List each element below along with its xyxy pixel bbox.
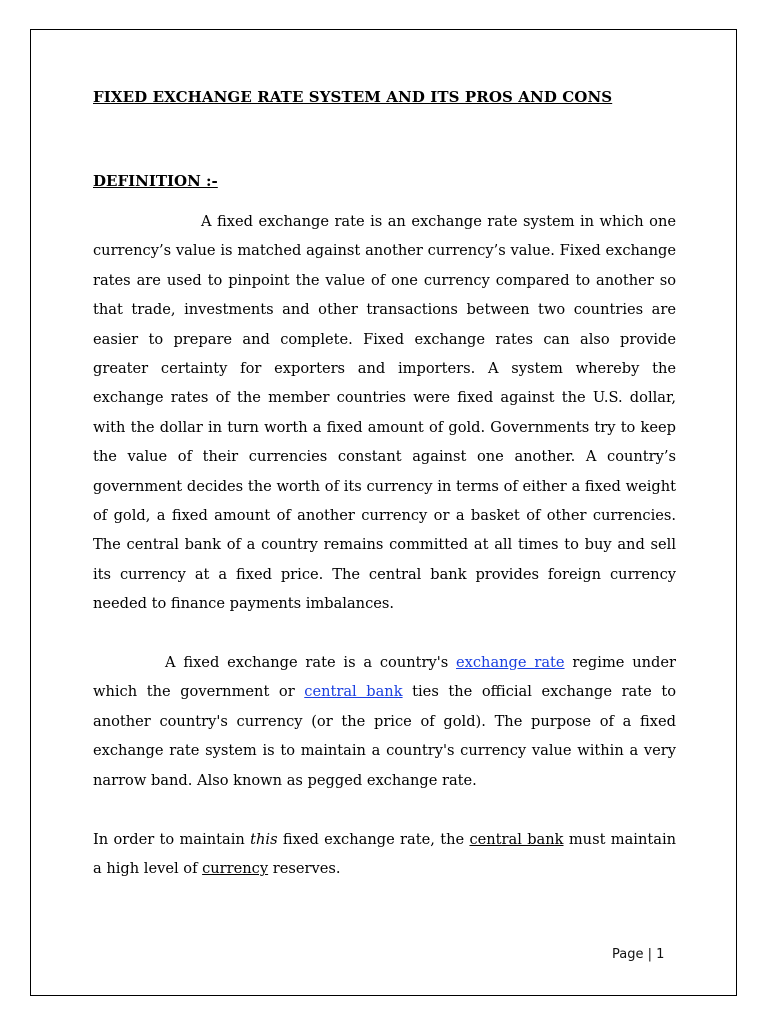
paragraph-definition (93, 207, 676, 619)
currency-underlined: currency (202, 860, 269, 878)
exchange-rate-link[interactable]: exchange rate (456, 654, 565, 671)
para3-text-4: reserves. (268, 860, 341, 878)
document-title: FIXED EXCHANGE RATE SYSTEM AND ITS PROS AND CONS (93, 88, 613, 106)
paragraph-reserves (93, 825, 676, 884)
para2-text-2: regime under which the government or (93, 654, 676, 701)
page-number: Page | 1 (612, 947, 665, 962)
para3-text-1: In order to maintain (93, 831, 251, 848)
paragraph-fixed-rate (93, 648, 676, 795)
para2-text-1: A fixed exchange rate is a country's (165, 654, 457, 671)
paragraph-definition-text: A fixed exchange rate is an exchange rate system in which one currency’s value is matched against another currency’s value. Fixed exchange rates are used to pinpoint the value of one currency compared to another so that trade, investments and other transactions between two countries are easier to prepare and complete. Fixed exchange rates can also provide greater certainty for exporters and importers. A system whereby the exchange rates of the member countries were fixed against the U.S. dollar, with the dollar in turn worth a fixed amount of gold. Governments try to keep the value of their currencies constant against one another. A country’s government decides the worth of its currency in terms of either a fixed weight of gold, a fixed amount of another currency or a basket of other currencies. The central bank of a country remains committed at all times to buy and sell its currency at a fixed price. The central bank provides foreign currency needed to finance payments imbalances. (93, 213, 676, 613)
definition-heading: DEFINITION :- (93, 172, 218, 190)
central-bank-underlined: central bank (469, 831, 564, 848)
para3-emphasis: this (250, 831, 278, 848)
para3-text-2: fixed exchange rate, the (277, 831, 470, 848)
para2-text-3: ties the official exchange rate to another country's currency (or the price of gold). The purpose of a fixed exchange rate system is to maintain a country's currency value within a very narrow band. Also known as pegged exchange rate. (93, 683, 676, 789)
central-bank-link[interactable]: central bank (304, 683, 403, 701)
para3-text-3: must maintain a high level of (93, 831, 677, 878)
